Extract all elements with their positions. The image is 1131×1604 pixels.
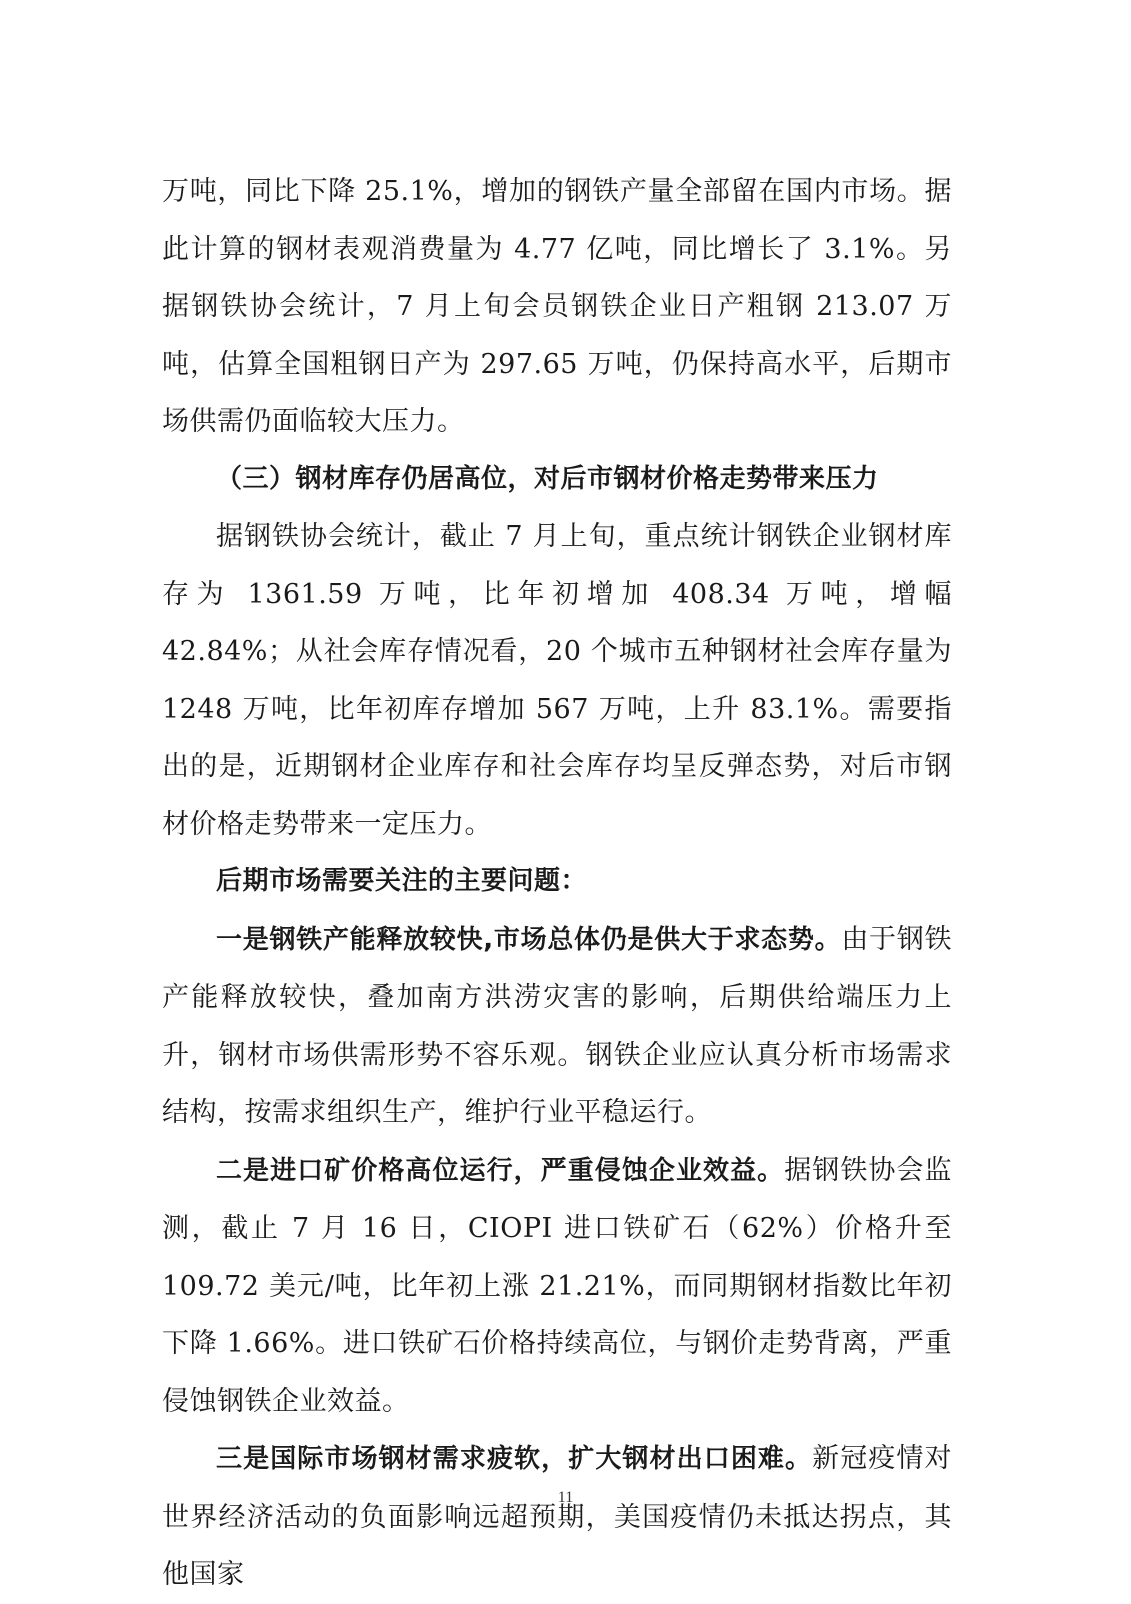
section-heading-inventory: （三）钢材库存仍居高位，对后市钢材价格走势带来压力 [216,463,879,494]
paragraph-consumption: 万吨，同比下降 25.1%，增加的钢铁产量全部留在国内市场。据此计算的钢材表观消费量为 4.77 亿吨，同比增长了 3.1%。另据钢铁协会统计，7 月上旬会员钢铁企业日产粗钢 213.07 万吨，估算全国粗钢日产为 297.65 万吨，仍保持高水平，后期市场供需仍面临较大压力。 [162,176,952,437]
issue-one [162,911,952,1142]
paragraph-inventory: 据钢铁协会统计，截止 7 月上旬，重点统计钢铁企业钢材库存为 1361.59 万吨，比年初增加 408.34 万吨，增幅 42.84%；从社会库存情况看，20 个城市五种钢材社会库存量为 1248 万吨，比年初库存增加 567 万吨，上升 83.1%。需要指出的是，近期钢材企业库存和社会库存均呈反弹态势，对后市钢材价格走势带来一定压力。 [162,521,952,840]
issue-two-body: 据钢铁协会监测，截止 7 月 16 日，CIOPI 进口铁矿石（62%）价格升至 109.72 美元/吨，比年初上涨 21.21%，而同期钢材指数比年初下降 1.66%。进口铁矿石价格持续高位，与钢价走势背离，严重侵蚀钢铁企业效益。 [162,1154,952,1417]
issue-one-lead: 一是钢铁产能释放较快,市场总体仍是供大于求态势。 [216,924,842,955]
issue-three-lead: 三是国际市场钢材需求疲软，扩大钢材出口困难。 [216,1444,813,1474]
issue-three-body: 新冠疫情对世界经济活动的负面影响远超预期，美国疫情仍未抵达拐点，其他国家 [162,1443,952,1590]
page-number: 11 [557,1489,574,1506]
issue-two [162,1142,952,1431]
document-body [162,163,952,1604]
issue-two-lead: 二是进口矿价格高位运行，严重侵蚀企业效益。 [216,1155,785,1186]
issue-three [162,1430,952,1604]
issue-one-body: 由于钢铁产能释放较快，叠加南方洪涝灾害的影响，后期供给端压力上升，钢材市场供需形势不容乐观。钢铁企业应认真分析市场需求结构，按需求组织生产，维护行业平稳运行。 [162,923,952,1128]
issues-heading: 后期市场需要关注的主要问题： [216,866,588,896]
